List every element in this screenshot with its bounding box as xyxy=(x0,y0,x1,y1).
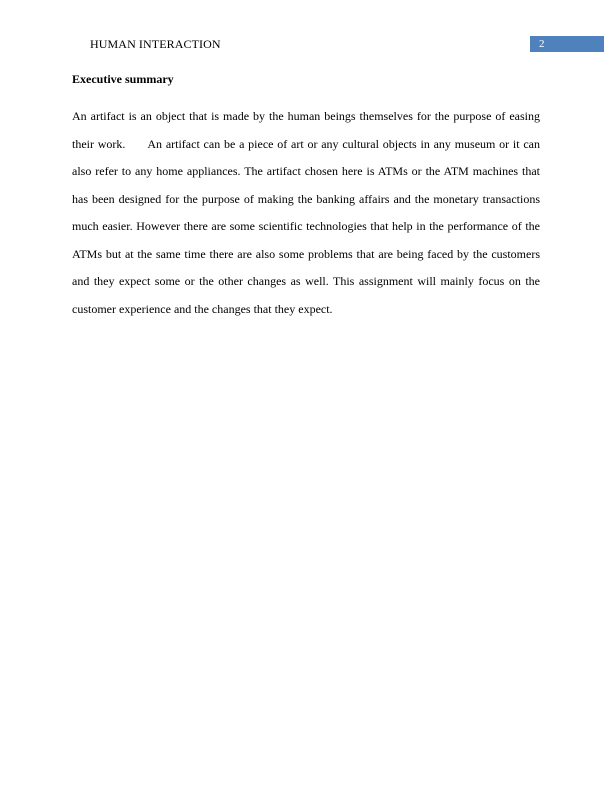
page-number-badge xyxy=(530,36,604,52)
body-paragraph: An artifact is an object that is made by the human beings themselves for the purpose of easing their work. An artifact can be a piece of art or any cultural objects in any museum or it can also refer to any home appliances. The artifact chosen here is ATMs or the ATM machines that has been designed for the purpose of making the banking affairs and the monetary transactions much easier. However there are some scientific technologies that help in the performance of the ATMs but at the same time there are also some problems that are being faced by the customers and they expect some or the other changes as well. This assignment will mainly focus on the customer experience and the changes that they expect. xyxy=(72,109,543,316)
section-heading: Executive summary xyxy=(72,72,174,86)
page-number: 2 xyxy=(539,38,545,50)
page-header xyxy=(0,36,612,52)
running-head: HUMAN INTERACTION xyxy=(90,37,221,51)
